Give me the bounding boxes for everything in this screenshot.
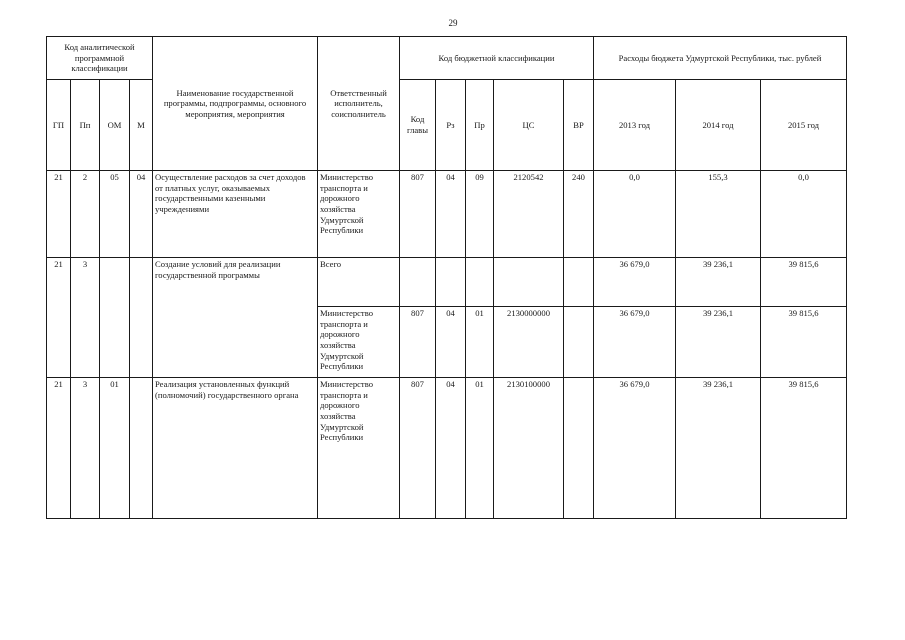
table-row [47,171,847,258]
cell-kod-glavy: 807 [400,307,436,378]
budget-table [46,36,847,519]
cell-vr: 240 [564,171,594,258]
cell-2013: 36 679,0 [594,307,676,378]
cell-pr: 01 [466,307,494,378]
cell-name: Реализация установленных функций (полномочий) государственного органа [153,378,318,519]
cell-m [130,378,153,519]
cell-gp: 21 [47,258,71,378]
cell-2014: 39 236,1 [676,307,761,378]
cell-2014: 155,3 [676,171,761,258]
header-gp: ГП [47,80,71,171]
header-program-code-group: Код аналитической программной классификации [47,37,153,80]
cell-2014: 39 236,1 [676,378,761,519]
cell-rz: 04 [436,378,466,519]
page-number: 29 [448,18,458,28]
cell-vr [564,307,594,378]
cell-executor: Министерство транспорта и дорожного хозяйства Удмуртской Республики [318,378,400,519]
cell-2015: 39 815,6 [761,307,847,378]
header-pr: Пр [466,80,494,171]
cell-2015: 39 815,6 [761,378,847,519]
cell-name: Создание условий для реализации государственной программы [153,258,318,378]
cell-2013: 0,0 [594,171,676,258]
header-vr: ВР [564,80,594,171]
cell-executor: Министерство транспорта и дорожного хозяйства Удмуртской Республики [318,307,400,378]
header-rz: Рз [436,80,466,171]
cell-kod-glavy [400,258,436,307]
header-budget-code-group: Код бюджетной классификации [400,37,594,80]
cell-executor: Министерство транспорта и дорожного хозяйства Удмуртской Республики [318,171,400,258]
cell-om: 01 [100,378,130,519]
cell-vr [564,378,594,519]
table-row [47,378,847,519]
cell-om [100,258,130,378]
cell-m [130,258,153,378]
cell-pp: 2 [71,171,100,258]
header-cs: ЦС [494,80,564,171]
header-year-2015: 2015 год [761,80,847,171]
header-row-top [47,37,847,80]
cell-gp: 21 [47,378,71,519]
header-year-2013: 2013 год [594,80,676,171]
cell-2015: 39 815,6 [761,258,847,307]
cell-kod-glavy: 807 [400,378,436,519]
cell-pr: 09 [466,171,494,258]
cell-om: 05 [100,171,130,258]
cell-pr: 01 [466,378,494,519]
cell-2013: 36 679,0 [594,378,676,519]
header-pp: Пп [71,80,100,171]
cell-m: 04 [130,171,153,258]
cell-cs: 2130000000 [494,307,564,378]
cell-rz: 04 [436,307,466,378]
cell-pp: 3 [71,378,100,519]
header-m: М [130,80,153,171]
table-row [47,258,847,307]
cell-2015: 0,0 [761,171,847,258]
header-year-2014: 2014 год [676,80,761,171]
cell-rz [436,258,466,307]
header-kod-glavy: Код главы [400,80,436,171]
cell-name: Осуществление расходов за счет доходов от платных услуг, оказываемых государственными казенными учреждениями [153,171,318,258]
header-name: Наименование государственной программы, подпрограммы, основного мероприятия, мероприятия [153,37,318,171]
cell-gp: 21 [47,171,71,258]
cell-executor: Всего [318,258,400,307]
cell-rz: 04 [436,171,466,258]
cell-2014: 39 236,1 [676,258,761,307]
cell-cs: 2130100000 [494,378,564,519]
cell-pr [466,258,494,307]
header-executor: Ответственный исполнитель, соисполнитель [318,37,400,171]
cell-cs: 2120542 [494,171,564,258]
header-om: ОМ [100,80,130,171]
cell-cs [494,258,564,307]
cell-2013: 36 679,0 [594,258,676,307]
cell-kod-glavy: 807 [400,171,436,258]
header-expenses-group: Расходы бюджета Удмуртской Республики, тыс. рублей [594,37,847,80]
cell-vr [564,258,594,307]
cell-pp: 3 [71,258,100,378]
